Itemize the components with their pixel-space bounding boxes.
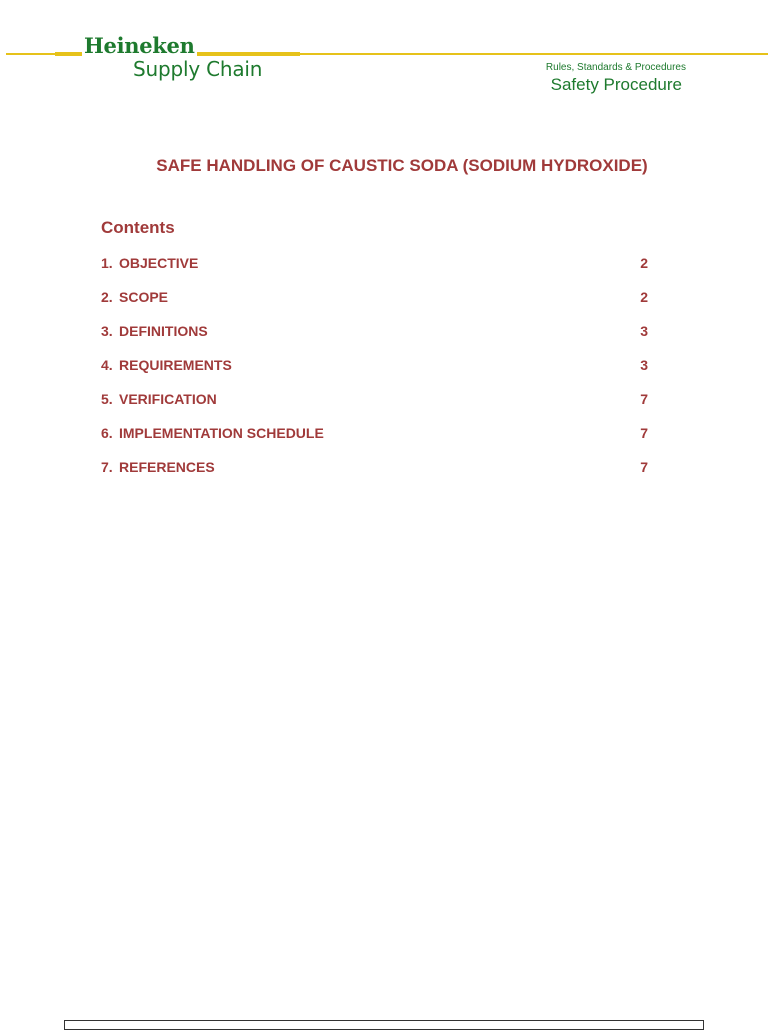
toc-item-label: SCOPE — [119, 289, 169, 305]
toc-item-page: 7 — [640, 391, 648, 407]
toc-item-label: DEFINITIONS — [119, 323, 208, 339]
toc-item-page: 3 — [640, 357, 648, 373]
toc-item-number: 3. — [101, 323, 113, 339]
toc-item-scope[interactable] — [101, 287, 650, 321]
toc-item-objective[interactable] — [101, 253, 650, 287]
toc-item-page: 7 — [640, 459, 648, 475]
document-category: Rules, Standards & Procedures — [545, 62, 686, 73]
toc-item-number: 5. — [101, 391, 113, 407]
toc-item-label: OBJECTIVE — [119, 255, 199, 271]
toc-item-label: IMPLEMENTATION SCHEDULE — [119, 425, 324, 441]
toc-item-number: 7. — [101, 459, 113, 475]
logo-brand: Heineken — [84, 33, 195, 58]
page-title: SAFE HANDLING OF CAUSTIC SODA (SODIUM HYDROXIDE) — [156, 156, 648, 175]
table-of-contents — [101, 253, 650, 491]
toc-item-number: 6. — [101, 425, 113, 441]
toc-item-label: REFERENCES — [119, 459, 215, 475]
document-type: Safety Procedure — [550, 75, 682, 94]
toc-item-verification[interactable] — [101, 389, 650, 423]
toc-item-label: REQUIREMENTS — [119, 357, 232, 373]
toc-item-page: 7 — [640, 425, 648, 441]
toc-item-number: 1. — [101, 255, 113, 271]
toc-item-page: 2 — [640, 255, 648, 271]
toc-item-page: 2 — [640, 289, 648, 305]
toc-item-number: 2. — [101, 289, 113, 305]
toc-heading: Contents — [101, 218, 175, 237]
toc-item-requirements[interactable] — [101, 355, 650, 389]
toc-item-definitions[interactable] — [101, 321, 650, 355]
logo-subtitle: Supply Chain — [133, 57, 263, 81]
toc-item-label: VERIFICATION — [119, 391, 217, 407]
toc-item-implementation-schedule[interactable] — [101, 423, 650, 457]
toc-item-number: 4. — [101, 357, 113, 373]
toc-item-page: 3 — [640, 323, 648, 339]
footer-box — [64, 1020, 704, 1030]
toc-item-references[interactable] — [101, 457, 650, 491]
